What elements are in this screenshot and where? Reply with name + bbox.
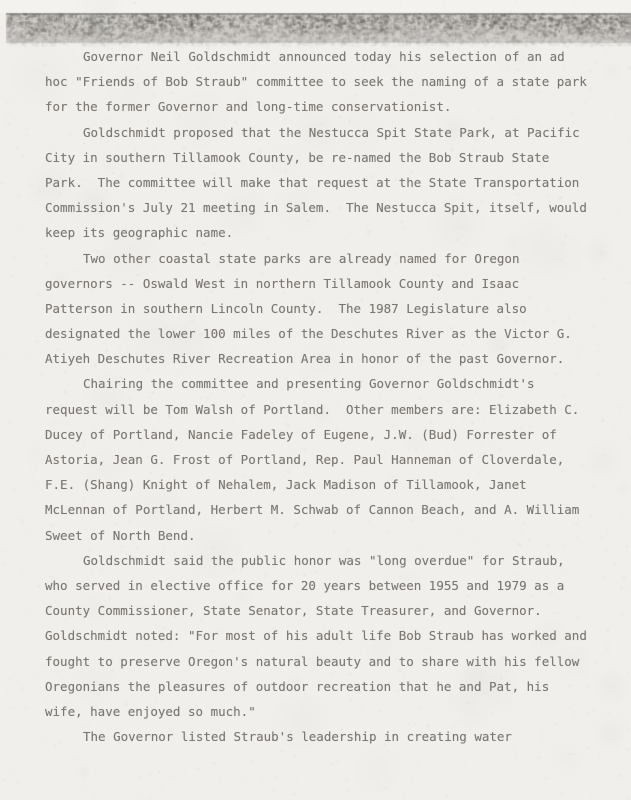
- text-line: Chairing the committee and presenting Governor Goldschmidt's: [83, 376, 535, 392]
- text-line: for the former Governor and long-time conservationist.: [45, 99, 452, 115]
- text-line: County Commissioner, State Senator, State Treasurer, and Governor.: [45, 603, 542, 619]
- text-line: Patterson in southern Lincoln County. The 1987 Legislature also: [45, 300, 527, 316]
- text-line: Oregonians the pleasures of outdoor recreation that he and Pat, his: [45, 678, 550, 694]
- text-line: Commission's July 21 meeting in Salem. The Nestucca Spit, itself, would: [45, 200, 587, 216]
- text-line: City in southern Tillamook County, be re-named the Bob Straub State: [45, 149, 550, 165]
- text-line: Sweet of North Bend.: [45, 527, 196, 543]
- text-line: Ducey of Portland, Nancie Fadeley of Eugene, J.W. (Bud) Forrester of: [45, 426, 557, 442]
- text-line: who served in elective office for 20 years between 1955 and 1979 as a: [45, 577, 565, 593]
- paragraph: [45, 120, 605, 246]
- text-line: F.E. (Shang) Knight of Nehalem, Jack Madison of Tillamook, Janet: [45, 477, 527, 493]
- text-line: Park. The committee will make that request at the State Transportation: [45, 174, 580, 190]
- text-line: Goldschmidt proposed that the Nestucca Spit State Park, at Pacific: [83, 124, 580, 140]
- text-line: request will be Tom Walsh of Portland. Other members are: Elizabeth C.: [45, 401, 580, 417]
- paragraph: [45, 724, 605, 749]
- paragraph: [45, 246, 605, 372]
- paragraph: [45, 44, 605, 120]
- document-text: [45, 44, 605, 749]
- text-line: McLennan of Portland, Herbert M. Schwab of Cannon Beach, and A. William: [45, 502, 580, 518]
- text-line: The Governor listed Straub's leadership in creating water: [83, 729, 512, 745]
- text-line: Atiyeh Deschutes River Recreation Area in honor of the past Governor.: [45, 351, 565, 367]
- text-line: Astoria, Jean G. Frost of Portland, Rep. Paul Hanneman of Cloverdale,: [45, 452, 565, 467]
- text-line: keep its geographic name.: [45, 225, 234, 241]
- text-line: wife, have enjoyed so much.": [45, 703, 256, 719]
- text-line: Goldschmidt noted: "For most of his adult life Bob Straub has worked and: [45, 628, 587, 644]
- text-line: hoc "Friends of Bob Straub" committee to seek the naming of a state park: [45, 74, 587, 90]
- paragraph: [45, 371, 605, 547]
- text-line: Two other coastal state parks are already named for Oregon: [83, 250, 520, 266]
- text-line: designated the lower 100 miles of the Deschutes River as the Victor G.: [45, 326, 572, 342]
- text-line: Goldschmidt said the public honor was "long overdue" for Straub,: [83, 552, 565, 568]
- text-line: governors -- Oswald West in northern Tillamook County and Isaac: [45, 275, 520, 291]
- text-line: fought to preserve Oregon's natural beauty and to share with his fellow: [45, 653, 580, 669]
- text-line: Governor Neil Goldschmidt announced today his selection of an ad: [83, 49, 565, 64]
- paragraph: [45, 548, 605, 724]
